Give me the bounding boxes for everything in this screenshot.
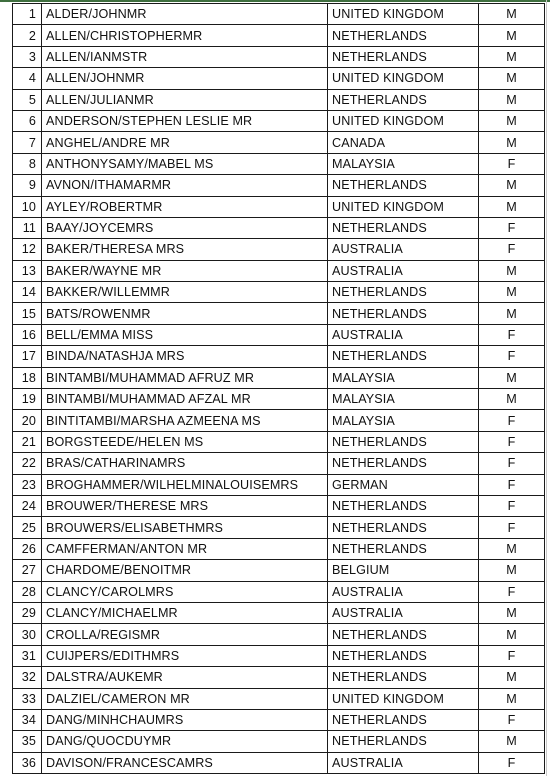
row-number-cell: 23 [13,474,42,495]
nationality-cell: NETHERLANDS [328,645,479,666]
nationality-cell: AUSTRALIA [328,324,479,345]
nationality-cell: NETHERLANDS [328,667,479,688]
passenger-name-cell: ALDER/JOHNMR [42,4,328,25]
table-row [13,303,545,324]
row-number-cell: 18 [13,367,42,388]
nationality-cell: NETHERLANDS [328,624,479,645]
passenger-name-cell: AYLEY/ROBERTMR [42,196,328,217]
gender-cell: F [479,239,545,260]
gender-cell: M [479,624,545,645]
gender-cell: M [479,602,545,623]
table-row [13,46,545,67]
nationality-cell: AUSTRALIA [328,602,479,623]
gender-cell: F [479,410,545,431]
passenger-name-cell: ALLEN/CHRISTOPHERMR [42,25,328,46]
passenger-name-cell: CAMFFERMAN/ANTON MR [42,538,328,559]
nationality-cell: UNITED KINGDOM [328,68,479,89]
table-row [13,410,545,431]
row-number-cell: 10 [13,196,42,217]
row-number-cell: 1 [13,4,42,25]
table-row [13,431,545,452]
row-number-cell: 6 [13,110,42,131]
table-row [13,517,545,538]
nationality-cell: AUSTRALIA [328,581,479,602]
nationality-cell: NETHERLANDS [328,431,479,452]
row-number-cell: 8 [13,153,42,174]
gender-cell: M [479,688,545,709]
gender-cell: F [479,324,545,345]
passenger-name-cell: BAKER/WAYNE MR [42,260,328,281]
passenger-name-cell: CHARDOME/BENOITMR [42,560,328,581]
row-number-cell: 3 [13,46,42,67]
table-row [13,495,545,516]
passenger-name-cell: ANDERSON/STEPHEN LESLIE MR [42,110,328,131]
nationality-cell: MALAYSIA [328,389,479,410]
row-number-cell: 31 [13,645,42,666]
gender-cell: M [479,46,545,67]
gender-cell: M [479,560,545,581]
nationality-cell: MALAYSIA [328,153,479,174]
nationality-cell: UNITED KINGDOM [328,196,479,217]
nationality-cell: NETHERLANDS [328,709,479,730]
passenger-table-body [13,4,545,774]
table-row [13,324,545,345]
gender-cell: M [479,68,545,89]
row-number-cell: 32 [13,667,42,688]
table-row [13,624,545,645]
row-number-cell: 27 [13,560,42,581]
gender-cell: M [479,110,545,131]
nationality-cell: MALAYSIA [328,367,479,388]
gender-cell: F [479,153,545,174]
top-border [0,0,550,2]
gender-cell: F [479,474,545,495]
row-number-cell: 20 [13,410,42,431]
table-row [13,68,545,89]
row-number-cell: 24 [13,495,42,516]
row-number-cell: 29 [13,602,42,623]
table-row [13,367,545,388]
passenger-name-cell: BROGHAMMER/WILHELMINALOUISEMRS [42,474,328,495]
passenger-name-cell: CUIJPERS/EDITHMRS [42,645,328,666]
passenger-name-cell: DALSTRA/AUKEMR [42,667,328,688]
passenger-name-cell: ALLEN/JULIANMR [42,89,328,110]
nationality-cell: MALAYSIA [328,410,479,431]
table-row [13,474,545,495]
passenger-name-cell: BATS/ROWENMR [42,303,328,324]
gender-cell: M [479,389,545,410]
table-row [13,560,545,581]
gender-cell: F [479,645,545,666]
row-number-cell: 5 [13,89,42,110]
nationality-cell: BELGIUM [328,560,479,581]
nationality-cell: AUSTRALIA [328,239,479,260]
table-row [13,752,545,773]
passenger-name-cell: BINTAMBI/MUHAMMAD AFRUZ MR [42,367,328,388]
passenger-name-cell: BINDA/NATASHJA MRS [42,346,328,367]
gender-cell: F [479,346,545,367]
row-number-cell: 13 [13,260,42,281]
table-row [13,346,545,367]
table-row [13,538,545,559]
row-number-cell: 22 [13,453,42,474]
passenger-name-cell: CROLLA/REGISMR [42,624,328,645]
table-row [13,217,545,238]
nationality-cell: NETHERLANDS [328,25,479,46]
table-row [13,453,545,474]
nationality-cell: NETHERLANDS [328,303,479,324]
passenger-name-cell: DANG/MINHCHAUMRS [42,709,328,730]
table-row [13,239,545,260]
gender-cell: F [479,517,545,538]
gender-cell: F [479,453,545,474]
nationality-cell: AUSTRALIA [328,752,479,773]
row-number-cell: 33 [13,688,42,709]
table-row [13,389,545,410]
row-number-cell: 9 [13,175,42,196]
nationality-cell: NETHERLANDS [328,175,479,196]
row-number-cell: 14 [13,282,42,303]
nationality-cell: NETHERLANDS [328,538,479,559]
gender-cell: M [479,538,545,559]
gender-cell: M [479,89,545,110]
passenger-name-cell: BINTAMBI/MUHAMMAD AFZAL MR [42,389,328,410]
gender-cell: M [479,260,545,281]
nationality-cell: NETHERLANDS [328,731,479,752]
table-row [13,260,545,281]
table-row [13,688,545,709]
gender-cell: F [479,217,545,238]
gender-cell: M [479,25,545,46]
row-number-cell: 15 [13,303,42,324]
passenger-name-cell: AVNON/ITHAMARMR [42,175,328,196]
table-row [13,282,545,303]
gender-cell: M [479,303,545,324]
passenger-name-cell: BINTITAMBI/MARSHA AZMEENA MS [42,410,328,431]
nationality-cell: UNITED KINGDOM [328,110,479,131]
nationality-cell: UNITED KINGDOM [328,4,479,25]
row-number-cell: 28 [13,581,42,602]
nationality-cell: NETHERLANDS [328,453,479,474]
row-number-cell: 19 [13,389,42,410]
gender-cell: M [479,367,545,388]
passenger-name-cell: BROUWER/THERESE MRS [42,495,328,516]
gender-cell: F [479,752,545,773]
table-row [13,709,545,730]
passenger-name-cell: ANTHONYSAMY/MABEL MS [42,153,328,174]
passenger-name-cell: BELL/EMMA MISS [42,324,328,345]
table-row [13,25,545,46]
nationality-cell: NETHERLANDS [328,46,479,67]
table-row [13,667,545,688]
table-row [13,153,545,174]
table-row [13,581,545,602]
gender-cell: F [479,495,545,516]
gender-cell: F [479,431,545,452]
nationality-cell: UNITED KINGDOM [328,688,479,709]
passenger-name-cell: DANG/QUOCDUYMR [42,731,328,752]
table-row [13,645,545,666]
gender-cell: M [479,731,545,752]
passenger-name-cell: DALZIEL/CAMERON MR [42,688,328,709]
nationality-cell: NETHERLANDS [328,282,479,303]
passenger-table [12,3,545,774]
gender-cell: M [479,196,545,217]
passenger-name-cell: BAKKER/WILLEMMR [42,282,328,303]
row-number-cell: 21 [13,431,42,452]
row-number-cell: 25 [13,517,42,538]
passenger-name-cell: BROUWERS/ELISABETHMRS [42,517,328,538]
row-number-cell: 12 [13,239,42,260]
row-number-cell: 16 [13,324,42,345]
row-number-cell: 2 [13,25,42,46]
gender-cell: M [479,175,545,196]
passenger-name-cell: CLANCY/CAROLMRS [42,581,328,602]
passenger-name-cell: BAKER/THERESA MRS [42,239,328,260]
nationality-cell: CANADA [328,132,479,153]
gender-cell: F [479,709,545,730]
passenger-name-cell: BRAS/CATHARINAMRS [42,453,328,474]
passenger-name-cell: ANGHEL/ANDRE MR [42,132,328,153]
gender-cell: M [479,132,545,153]
row-number-cell: 26 [13,538,42,559]
table-row [13,175,545,196]
table-row [13,731,545,752]
table-row [13,602,545,623]
row-number-cell: 17 [13,346,42,367]
row-number-cell: 30 [13,624,42,645]
passenger-name-cell: DAVISON/FRANCESCAMRS [42,752,328,773]
nationality-cell: NETHERLANDS [328,346,479,367]
row-number-cell: 34 [13,709,42,730]
row-number-cell: 36 [13,752,42,773]
table-row [13,110,545,131]
nationality-cell: NETHERLANDS [328,517,479,538]
nationality-cell: NETHERLANDS [328,89,479,110]
table-row [13,132,545,153]
passenger-name-cell: BORGSTEEDE/HELEN MS [42,431,328,452]
passenger-name-cell: BAAY/JOYCEMRS [42,217,328,238]
nationality-cell: NETHERLANDS [328,217,479,238]
nationality-cell: AUSTRALIA [328,260,479,281]
row-number-cell: 7 [13,132,42,153]
row-number-cell: 11 [13,217,42,238]
gender-cell: M [479,282,545,303]
table-row [13,196,545,217]
row-number-cell: 4 [13,68,42,89]
gender-cell: M [479,667,545,688]
passenger-name-cell: ALLEN/JOHNMR [42,68,328,89]
passenger-name-cell: ALLEN/IANMSTR [42,46,328,67]
passenger-name-cell: CLANCY/MICHAELMR [42,602,328,623]
row-number-cell: 35 [13,731,42,752]
table-row [13,89,545,110]
table-row [13,4,545,25]
gender-cell: M [479,4,545,25]
nationality-cell: NETHERLANDS [328,495,479,516]
gender-cell: F [479,581,545,602]
nationality-cell: GERMAN [328,474,479,495]
right-border [546,0,547,776]
